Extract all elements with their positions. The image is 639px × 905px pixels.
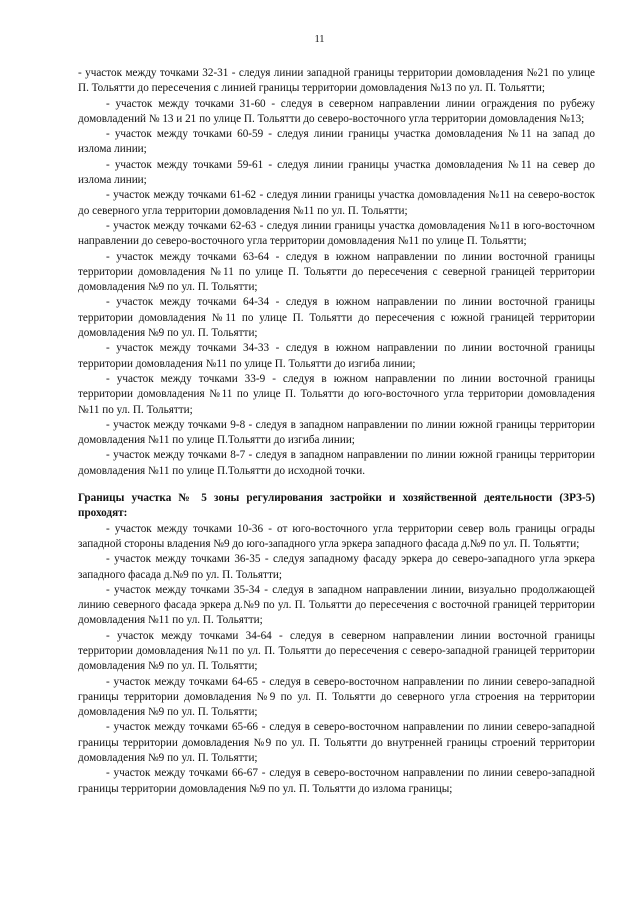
boundary-paragraph: - участок между точками 9-8 - следуя в западном направлении по линии южной границы территории домовладения №11 по улице П.Тольятти до изгиба линии; bbox=[78, 418, 595, 447]
boundary-paragraph: - участок между точками 64-34 - следуя в южном направлении по линии восточной границы территории домовладения №11 по улице П. Тольятти до пересечения с южной границей территории домовладения №9 по ул. П. Тольятти; bbox=[78, 296, 595, 340]
boundary-paragraph: - участок между точками 60-59 - следуя линии границы участка домовладения №11 на запад до излома линии; bbox=[78, 128, 595, 156]
boundary-paragraph: - участок между точками 10-36 - от юго-восточного угла территории север воль границы ограды западной стороны владения №9 до юго-западного угла эркера западного фасада д.№9 по ул. П. Тольятти; bbox=[78, 522, 595, 550]
boundary-paragraph: - участок между точками 36-35 - следуя западному фасаду эркера до северо-западного угла эркера западного фасада д.№9 по ул. П. Тольятти; bbox=[78, 553, 595, 581]
page-number: 11 bbox=[314, 34, 325, 45]
boundary-paragraph: - участок между точками 32-31 - следуя линии западной границы территории домовладения №21 по улице П. Тольятти до пересечения с линией границы территории домовладения №13 по ул. П. Тольятти; bbox=[78, 67, 595, 95]
boundary-paragraph: - участок между точками 65-66 - следуя в северо-восточном направлении по линии северо-западной границы территории домовладения №9 по ул. П. Тольятти до внутренней границы строений территории домовладения №9 по ул. П. Тольятти; bbox=[78, 721, 595, 765]
boundary-paragraph: - участок между точками 59-61 - следуя линии границы участка домовладения №11 на север до излома линии; bbox=[78, 158, 595, 187]
document-body bbox=[78, 66, 595, 797]
boundary-paragraph: - участок между точками 34-64 - следуя в северном направлении линии восточной границы территории домовладения №11 по ул. П. Тольятти до пересечения с северо-западной границей территории домовладения №9 по ул. П. Тольятти; bbox=[78, 629, 595, 673]
boundary-paragraph: - участок между точками 64-65 - следуя в северо-восточном направлении по линии северо-западной границы территории домовладения №9 по ул. П. Тольятти до северного угла строения на территории домовладения №9 по ул. П. Тольятти; bbox=[78, 675, 595, 719]
boundary-paragraph: - участок между точками 62-63 - следуя линии границы участка домовладения №11 в юго-восточном направлении до северо-восточного угла территории домовладения №11 по улице П. Тольятти; bbox=[78, 219, 595, 248]
boundary-paragraph: - участок между точками 63-64 - следуя в южном направлении по линии восточной границы территории домовладения №11 по улице П. Тольятти до пересечения с северной границей территории домовладения №9 по ул. П. Тольятти; bbox=[78, 250, 595, 294]
boundary-paragraph: - участок между точками 31-60 - следуя в северном направлении линии ограждения по рубежу домовладений № 13 и 21 по улице П. Тольятти до северо-восточного угла территории домовладения №13; bbox=[78, 97, 595, 125]
boundary-paragraph: - участок между точками 66-67 - следуя в северо-восточном направлении по линии северо-западной границы территории домовладения №9 по ул. П. Тольятти до излома границы; bbox=[78, 767, 595, 795]
boundary-paragraph: - участок между точками 8-7 - следуя в западном направлении по линии южной границы территории домовладения №11 по улице П.Тольятти до исходной точки. bbox=[78, 449, 595, 477]
boundary-paragraph: - участок между точками 61-62 - следуя линии границы участка домовладения №11 на северо-восток до северного угла территории домовладения №11 по ул. П. Тольятти; bbox=[78, 189, 595, 217]
boundary-paragraph: - участок между точками 33-9 - следуя в южном направлении по линии восточной границы территории домовладения №11 по улице П. Тольятти до юго-восточного угла территории домовладения №11 по ул. П. Тольятти; bbox=[78, 372, 595, 416]
boundary-paragraph: - участок между точками 35-34 - следуя в западном направлении линии, визуально продолжающей линию северного фасада эркера д.№9 по ул. П. Тольятти до пересечения с восточной границей территории домовладения №11 по ул. П. Тольятти; bbox=[78, 583, 595, 627]
boundary-paragraph: - участок между точками 34-33 - следуя в южном направлении по линии восточной границы территории домовладения №11 по улице П. Тольятти до изгиба линии; bbox=[78, 342, 595, 370]
section-heading: Границы участка № 5 зоны регулирования застройки и хозяйственной деятельности (ЗРЗ-5) проходят: bbox=[78, 492, 595, 520]
